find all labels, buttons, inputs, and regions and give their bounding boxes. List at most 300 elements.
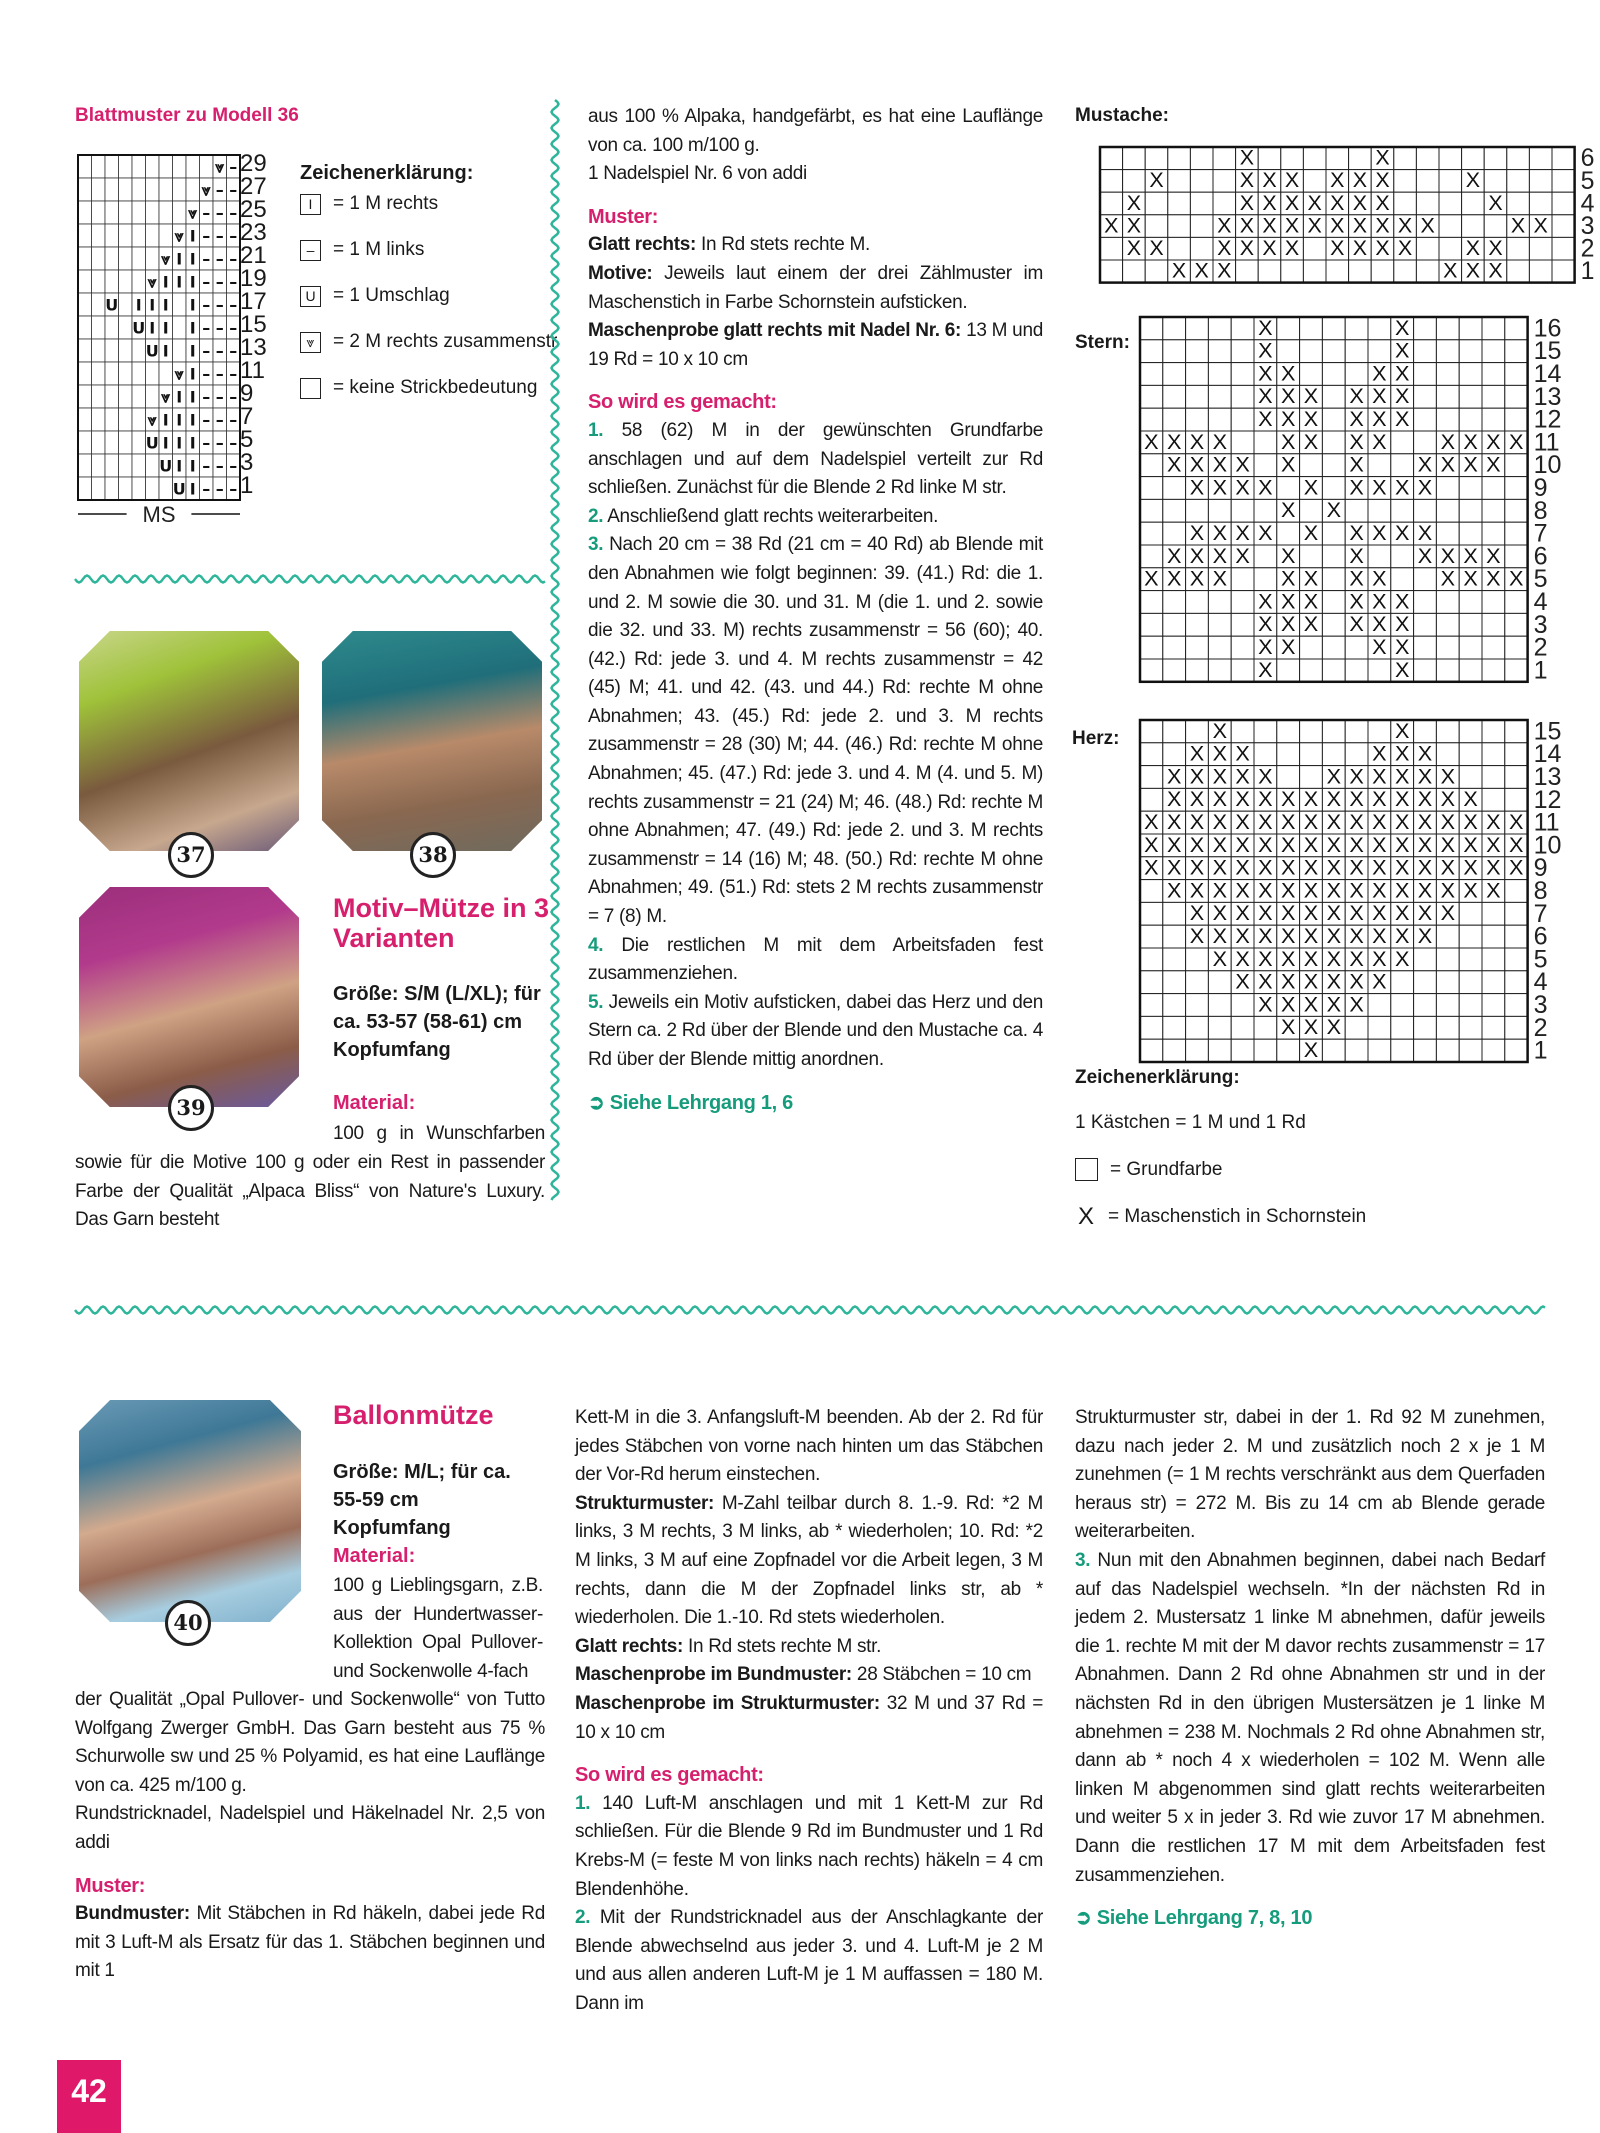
herz-stitch-mark: X (1189, 854, 1205, 880)
stern-cell (1414, 340, 1437, 363)
mustache-cell (1168, 170, 1191, 193)
blatt-symbol: – (229, 203, 238, 223)
blatt-cell (105, 408, 119, 431)
blatt-cell (92, 224, 106, 247)
stern-cell (1368, 545, 1391, 568)
arrow-icon: ➲ (588, 1091, 605, 1114)
stern-cell (1459, 408, 1482, 431)
mustache-stitch-mark: X (1352, 168, 1368, 193)
blatt-symbol: – (229, 272, 238, 292)
herz-row-number: 6 (1533, 922, 1548, 951)
herz-stitch-mark: X (1349, 786, 1364, 812)
herz-stitch-mark: X (1189, 740, 1205, 766)
stern-stitch-mark: X (1166, 428, 1182, 454)
stern-cell (1482, 317, 1505, 340)
herz-stitch-mark: X (1463, 877, 1478, 903)
mustache-cell (1529, 260, 1552, 283)
herz-stitch-mark: X (1372, 808, 1387, 834)
stern-stitch-mark: X (1258, 405, 1273, 431)
mustache-cell (1168, 215, 1191, 238)
herz-stitch-mark: X (1303, 786, 1319, 812)
mustache-cell (1552, 192, 1575, 215)
stern-cell (1186, 363, 1209, 386)
blatt-cell (105, 339, 119, 362)
herz-stitch-mark: X (1280, 808, 1296, 834)
herz-cell (1414, 948, 1437, 971)
herz-cell (1459, 1016, 1482, 1039)
ballon-col2: Kett-M in die 3. Anfangsluft-M beenden. Ab der 2. Rd für jedes Stäbchen von vorne nach hinten um das Stäbchen der Vor-Rd herum einstechen. Strukturmuster: M-Zahl teilbar durch 8. 1.-9. Rd: *2 M links, 3 M rechts, 3 M links, ab * wiederholen; 10. Rd: *2 M links, 3 M auf eine Zopfnadel vor die Arbeit legen, 3 M rechts, dann die M der Zopfnadel links str, ab * wiederholen. Die 1.-10. Rd stets wiederholen. Glatt rechts: In Rd stets rechte M str. Maschenprobe im Bundmuster: 28 Stäbchen = 10 cm Maschenprobe im Strukturmuster: 32 M und 37 Rd = 10 x 10 cm So wird es gemacht: 1. 140 Luft-M anschlagen und mit 1 Kett-M zur Rd schließen. Für die Blende 9 Rd im Bundmuster und 1 Rd Krebs-M (= feste M von links nach rechts) häkeln = 4 cm Blendenhöhe. 2. Mit der Rundstricknadel aus der Anschlagkante der Blende abwechselnd aus jeder 3. und 4. Luft-M je 2 M und aus allen anderen Luft-M je 1 M auffassen = 180 M. Dann im (575, 1404, 1043, 2018)
stern-stitch-mark: X (1508, 565, 1524, 591)
blatt-symbol: I (176, 433, 183, 453)
stern-stitch-mark: X (1372, 428, 1387, 454)
stern-stitch-mark: X (1394, 474, 1410, 500)
herz-cell (1140, 948, 1163, 971)
stern-cell (1186, 591, 1209, 614)
stern-stitch-mark: X (1303, 565, 1319, 591)
mustache-label: Mustache: (1075, 105, 1169, 126)
stern-cell (1231, 317, 1254, 340)
blatt-symbol: – (215, 479, 224, 499)
herz-cell (1505, 1039, 1528, 1062)
blatt-cell (132, 408, 146, 431)
stern-cell (1459, 363, 1482, 386)
stern-stitch-mark: X (1212, 451, 1228, 477)
blatt-cell (92, 293, 106, 316)
herz-cell (1505, 766, 1528, 789)
herz-cell (1368, 1039, 1391, 1062)
motiv-probe-text: 13 M und 19 Rd = 10 x 10 cm (588, 320, 1043, 370)
stern-cell (1300, 636, 1323, 659)
mustache-cell (1258, 260, 1281, 283)
stern-cell (1345, 636, 1368, 659)
mustache-stitch-mark: X (1284, 168, 1300, 193)
mustache-cell (1552, 215, 1575, 238)
blatt-symbol: – (215, 180, 224, 200)
blatt-cell (105, 362, 119, 385)
stern-cell (1482, 591, 1505, 614)
mustache-cell (1552, 170, 1575, 193)
stern-stitch-mark: X (1372, 611, 1387, 637)
stern-row-number: 5 (1533, 565, 1548, 594)
stern-cell (1140, 477, 1163, 500)
herz-cell (1277, 743, 1300, 766)
blatt-cell (119, 477, 133, 500)
stern-cell (1482, 408, 1505, 431)
herz-stitch-mark: X (1189, 808, 1205, 834)
herz-chart (1140, 717, 1562, 1065)
stern-stitch-mark: X (1372, 405, 1387, 431)
mustache-stitch-mark: X (1488, 258, 1503, 283)
mustache-cell (1416, 260, 1439, 283)
herz-cell (1231, 720, 1254, 743)
herz-stitch-mark: X (1326, 1014, 1342, 1040)
stern-row-number: 4 (1533, 587, 1548, 616)
legend-symbol-icon: I (300, 194, 321, 215)
herz-stitch-mark: X (1303, 1014, 1319, 1040)
herz-stitch-mark: X (1235, 786, 1250, 812)
motiv-probe-label: Maschenprobe glatt rechts mit Nadel Nr. 6: (588, 320, 962, 342)
stern-stitch-mark: X (1394, 405, 1410, 431)
herz-stitch-mark: X (1394, 786, 1410, 812)
stern-row-number: 12 (1533, 405, 1562, 434)
mustache-cell (1507, 170, 1530, 193)
herz-stitch-mark: X (1372, 786, 1387, 812)
stern-cell (1414, 431, 1437, 454)
stern-cell (1414, 385, 1437, 408)
stern-stitch-mark: X (1463, 451, 1478, 477)
wave-divider-left (75, 572, 545, 586)
stern-cell (1231, 636, 1254, 659)
stern-cell (1140, 363, 1163, 386)
mustache-cell (1529, 170, 1552, 193)
mustache-stitch-mark: X (1239, 168, 1255, 193)
herz-cell (1277, 1039, 1300, 1062)
stern-cell (1414, 636, 1437, 659)
blatt-cell (78, 247, 92, 270)
blatt-cell (132, 431, 146, 454)
stern-cell (1391, 454, 1414, 477)
blatt-symbol: – (215, 456, 224, 476)
blatt-symbol: I (176, 272, 183, 292)
stern-stitch-mark: X (1394, 588, 1410, 614)
blatt-row-number: 23 (240, 219, 267, 246)
stern-stitch-mark: X (1280, 497, 1296, 523)
mustache-stitch-mark: X (1330, 236, 1345, 261)
ballon-col3: Strukturmuster str, dabei in der 1. Rd 92 M zunehmen, dazu nach jeder 2. M und zusätzlich noch 2 x je 1 M zunehmen (= 1 M rechts verschränkt aus dem Querfaden heraus str) = 272 M. Bis zu 14 cm ab Blende gerade weiterarbeiten. 3. Nun mit den Abnahmen beginnen, dabei nach Bedarf auf das Nadelspiel wechseln. *In der nächsten Rd in jedem 2. Mustersatz 1 linke M abnehmen, dafür jeweils die 1. rechte M mit der M davor rechts zusammenstr = 17 Abnahmen. Dann 2 Rd ohne Abnahmen str und in der nächsten Rd in den übrigen Mustersätzen je 1 linke M abnehmen = 238 M. Nochmals 2 Rd ohne Abnahmen str, dann ab * noch 4 x wiederholen = 102 M. Wenn alle linken M abgenommen sind glatt rechts weiterarbeiten und weiter 5 x in jeder 3. Rd wie zuvor 17 M abnehmen. Dann die restlichen 17 M mit dem Arbeitsfaden fest zusammenziehen. ➲ Siehe Lehrgang 7, 8, 10 (1075, 1404, 1545, 1933)
herz-cell (1208, 1016, 1231, 1039)
stern-stitch-mark: X (1349, 519, 1364, 545)
stern-cell (1482, 613, 1505, 636)
herz-cell (1140, 743, 1163, 766)
herz-cell (1505, 1016, 1528, 1039)
herz-stitch-mark: X (1189, 763, 1205, 789)
herz-stitch-mark: X (1349, 831, 1364, 857)
blatt-row-number: 25 (240, 196, 267, 223)
blatt-symbol: – (229, 157, 238, 177)
mustache-stitch-mark: X (1104, 213, 1119, 238)
stern-stitch-mark: X (1463, 565, 1478, 591)
blatt-cell (132, 178, 146, 201)
stern-stitch-mark: X (1189, 428, 1205, 454)
blatt-cell (159, 224, 173, 247)
stern-stitch-mark: X (1166, 565, 1182, 591)
blatt-symbol: I (162, 295, 169, 315)
blatt-cell (173, 316, 187, 339)
mustache-cell (1236, 260, 1259, 283)
ballon-struktur-label: Strukturmuster: (575, 1492, 715, 1514)
stern-cell (1163, 636, 1186, 659)
empty-box-icon (1075, 1158, 1098, 1181)
herz-row-number: 15 (1533, 717, 1562, 746)
stern-cell (1140, 317, 1163, 340)
herz-stitch-mark: X (1189, 922, 1205, 948)
mustache-cell (1394, 192, 1417, 215)
mustache-stitch-mark: X (1284, 236, 1300, 261)
mustache-cell (1416, 237, 1439, 260)
stern-cell (1459, 522, 1482, 545)
stern-cell (1322, 317, 1345, 340)
motiv-sowird-heading: So wird es gemacht: (588, 391, 777, 414)
blatt-cell (92, 362, 106, 385)
blatt-cell (78, 293, 92, 316)
blatt-row-number: 5 (240, 426, 254, 453)
stern-cell (1208, 385, 1231, 408)
herz-cell (1482, 720, 1505, 743)
stern-cell (1208, 408, 1231, 431)
blatt-cell (78, 454, 92, 477)
ballon-sowird-heading: So wird es gemacht: (575, 1764, 764, 1787)
ballon-step1: 140 Luft-M anschlagen und mit 1 Kett-M zur Rd schließen. Für die Blende 9 Rd im Bundmuster und 1 Rd Krebs-M (= feste M von links nach rechts) häkeln = 4 cm Blendenhöhe. (575, 1792, 1043, 1900)
mustache-chart (1100, 144, 1595, 287)
herz-stitch-mark: X (1258, 786, 1273, 812)
mustache-stitch-mark: X (1262, 190, 1277, 215)
mustache-cell (1303, 260, 1326, 283)
mustache-stitch-mark: X (1149, 168, 1164, 193)
herz-stitch-mark: X (1394, 831, 1410, 857)
herz-cell (1436, 994, 1459, 1017)
badge-40: 40 (165, 1600, 211, 1646)
herz-stitch-mark: X (1280, 968, 1296, 994)
mustache-cell (1416, 170, 1439, 193)
motiv-step3: Nach 20 cm = 38 Rd (21 cm = 40 Rd) ab Blende mit den Abnahmen wie folgt beginnen: 39. (41.) Rd: die 1. und 2. M sowie die 30. und 31. M (die 1. und 2. sowie die 32. und 33. M) rechts zusammenstr = 56 (60); 40. (42.) Rd: jede 3. und 4. M rechts zusammenstr = 42 (45) M; 41. und 42. (43. und 44.) Rd: rechte M ohne Abnahmen; 43. (45.) Rd: jede 2. und 3. M rechts zusammenstr = 28 (30) M; 44. (46.) Rd: rechte M ohne Abnahmen; 45. (47.) Rd: jede 3. und 4. M (4. und 5. M) rechts zusammenstr = 21 (24) M; 46. (48.) Rd: rechte M ohne Abnahmen; 47. (49.) Rd: jede 2. und 3. M rechts zusammenstr = 14 (16) M; 48. (50.) Rd: rechte M ohne Abnahmen; 49. (51.) Rd: stets 2 M rechts zusammenstr = 7 (8) M. (588, 534, 1043, 928)
mustache-cell (1462, 215, 1485, 238)
legend-symbol-icon (300, 378, 321, 399)
stern-stitch-mark: X (1166, 451, 1182, 477)
blatt-cell (105, 178, 119, 201)
stern-cell (1208, 363, 1231, 386)
mustache-stitch-mark: X (1171, 258, 1187, 283)
mustache-stitch-mark: X (1126, 190, 1142, 215)
blatt-cell (119, 362, 133, 385)
herz-stitch-mark: X (1349, 877, 1364, 903)
stern-stitch-mark: X (1463, 428, 1478, 454)
mustache-stitch-mark: X (1284, 190, 1300, 215)
herz-stitch-mark: X (1189, 900, 1205, 926)
stern-chart (1140, 314, 1562, 692)
herz-cell (1368, 720, 1391, 743)
stern-cell (1163, 317, 1186, 340)
mustache-cell (1326, 260, 1349, 283)
herz-stitch-mark: X (1280, 1014, 1296, 1040)
stern-cell (1505, 454, 1528, 477)
ballon-material-heading: Material: (333, 1545, 416, 1567)
mustache-row-number: 3 (1580, 212, 1595, 241)
blatt-symbol: – (229, 318, 238, 338)
mustache-stitch-mark: X (1307, 190, 1322, 215)
herz-cell (1186, 948, 1209, 971)
herz-cell (1505, 994, 1528, 1017)
mustache-cell (1213, 147, 1236, 170)
motiv-motive-label: Motive: (588, 262, 653, 284)
blatt-cell (78, 155, 92, 178)
stern-cell (1436, 317, 1459, 340)
herz-stitch-mark: X (1235, 763, 1250, 789)
mustache-stitch-mark: X (1239, 236, 1255, 261)
blatt-cell (105, 270, 119, 293)
blatt-symbol: – (215, 387, 224, 407)
mustache-cell (1123, 170, 1146, 193)
blatt-symbol: – (202, 249, 211, 269)
blatt-symbol: – (202, 364, 211, 384)
blatt-cell (78, 385, 92, 408)
blatt-cell (92, 454, 106, 477)
blatt-cell (78, 270, 92, 293)
blatt-symbol: ⩔ (201, 180, 211, 200)
herz-stitch-mark: X (1417, 831, 1433, 857)
herz-cell (1436, 720, 1459, 743)
mustache-cell (1190, 192, 1213, 215)
blatt-cell (78, 362, 92, 385)
stern-cell (1391, 499, 1414, 522)
herz-stitch-mark: X (1349, 991, 1364, 1017)
stern-stitch-mark: X (1440, 451, 1456, 477)
blatt-symbol: I (135, 295, 142, 315)
blatt-cell (78, 224, 92, 247)
stern-cell (1208, 317, 1231, 340)
blatt-symbol: – (215, 226, 224, 246)
stern-stitch-mark: X (1440, 542, 1456, 568)
mustache-cell (1529, 237, 1552, 260)
stern-cell (1231, 568, 1254, 591)
herz-stitch-mark: X (1258, 831, 1273, 857)
stern-stitch-mark: X (1372, 474, 1387, 500)
stern-cell (1140, 385, 1163, 408)
herz-cell (1391, 994, 1414, 1017)
blatt-symbol: I (189, 341, 196, 361)
blatt-cell (146, 362, 160, 385)
stern-cell (1300, 454, 1323, 477)
ballon-bund-label: Bundmuster: (75, 1903, 190, 1925)
stern-cell (1300, 499, 1323, 522)
blatt-cell (119, 293, 133, 316)
stern-stitch-mark: X (1258, 314, 1273, 340)
stern-stitch-mark: X (1372, 633, 1387, 659)
stern-stitch-mark: X (1349, 383, 1364, 409)
blatt-symbol: – (202, 272, 211, 292)
herz-cell (1414, 994, 1437, 1017)
photo-model-37 (79, 631, 299, 851)
herz-stitch-mark: X (1326, 968, 1342, 994)
herz-stitch-mark: X (1235, 740, 1250, 766)
stern-cell (1208, 340, 1231, 363)
blatt-symbol: – (202, 410, 211, 430)
stern-cell (1322, 613, 1345, 636)
motiv-step4: Die restlichen M mit dem Arbeitsfaden fest zusammenziehen. (588, 934, 1043, 985)
stern-row-number: 15 (1533, 337, 1562, 366)
herz-stitch-mark: X (1394, 854, 1410, 880)
blatt-symbol: I (162, 433, 169, 453)
stern-stitch-mark: X (1280, 611, 1296, 637)
photo-model-39 (79, 887, 299, 1107)
herz-cell (1436, 971, 1459, 994)
herz-cell (1345, 1016, 1368, 1039)
blatt-symbol: – (229, 249, 238, 269)
blatt-symbol: – (202, 456, 211, 476)
herz-cell (1482, 743, 1505, 766)
stern-cell (1277, 522, 1300, 545)
blatt-cell (78, 201, 92, 224)
stern-stitch-mark: X (1258, 588, 1273, 614)
mustache-stitch-mark: X (1465, 258, 1481, 283)
herz-stitch-mark: X (1417, 740, 1433, 766)
herz-stitch-mark: X (1326, 763, 1342, 789)
blatt-cell (92, 178, 106, 201)
stern-cell (1231, 659, 1254, 682)
blatt-cell (146, 201, 160, 224)
ballon-probe1-text: 28 Stäbchen = 10 cm (856, 1664, 1032, 1686)
blatt-cell (132, 454, 146, 477)
blatt-cell (146, 247, 160, 270)
herz-cell (1277, 720, 1300, 743)
stern-stitch-mark: X (1417, 542, 1433, 568)
stern-cell (1322, 568, 1345, 591)
stern-cell (1254, 568, 1277, 591)
blatt-symbol: – (229, 180, 238, 200)
blatt-symbol: I (189, 479, 196, 499)
motiv-needles: 1 Nadelspiel Nr. 6 von addi (588, 163, 807, 185)
herz-stitch-mark: X (1394, 945, 1410, 971)
blatt-cell (105, 201, 119, 224)
photo-model-38 (322, 631, 542, 851)
blatt-symbol: – (215, 341, 224, 361)
herz-stitch-mark: X (1326, 808, 1342, 834)
stern-cell (1163, 385, 1186, 408)
herz-cell (1482, 766, 1505, 789)
stern-cell (1391, 568, 1414, 591)
herz-cell (1391, 1039, 1414, 1062)
blatt-cell (119, 247, 133, 270)
stern-cell (1345, 340, 1368, 363)
herz-cell (1277, 766, 1300, 789)
herz-stitch-mark: X (1417, 900, 1433, 926)
stern-stitch-mark: X (1303, 428, 1319, 454)
motiv-step2: Anschließend glatt rechts weiterarbeiten. (607, 505, 939, 527)
herz-stitch-mark: X (1349, 763, 1364, 789)
blatt-cell (92, 247, 106, 270)
blatt-symbol: – (215, 318, 224, 338)
stern-cell (1482, 477, 1505, 500)
herz-cell (1459, 720, 1482, 743)
blatt-symbol: ⩔ (161, 387, 171, 407)
blatt-symbol: U (105, 295, 119, 315)
stern-cell (1300, 363, 1323, 386)
herz-stitch-mark: X (1166, 877, 1182, 903)
blatt-cell (159, 178, 173, 201)
herz-stitch-mark: X (1394, 900, 1410, 926)
blatt-cell (78, 431, 92, 454)
stern-cell (1208, 659, 1231, 682)
blatt-symbol: I (189, 456, 196, 476)
herz-cell (1140, 880, 1163, 903)
blatt-cell (119, 339, 133, 362)
mustache-cell (1100, 147, 1123, 170)
herz-stitch-mark: X (1212, 831, 1228, 857)
herz-stitch-mark: X (1440, 900, 1456, 926)
blatt-cell (159, 155, 173, 178)
stern-row-number: 10 (1533, 451, 1562, 480)
stern-cell (1254, 499, 1277, 522)
stern-cell (1414, 568, 1437, 591)
blatt-symbol: I (189, 249, 196, 269)
mustache-cell (1190, 170, 1213, 193)
herz-cell (1368, 1016, 1391, 1039)
herz-cell (1186, 971, 1209, 994)
stern-stitch-mark: X (1280, 428, 1296, 454)
herz-row-number: 3 (1533, 990, 1548, 1019)
stern-cell (1254, 545, 1277, 568)
herz-stitch-mark: X (1303, 1036, 1319, 1062)
stern-cell (1140, 340, 1163, 363)
